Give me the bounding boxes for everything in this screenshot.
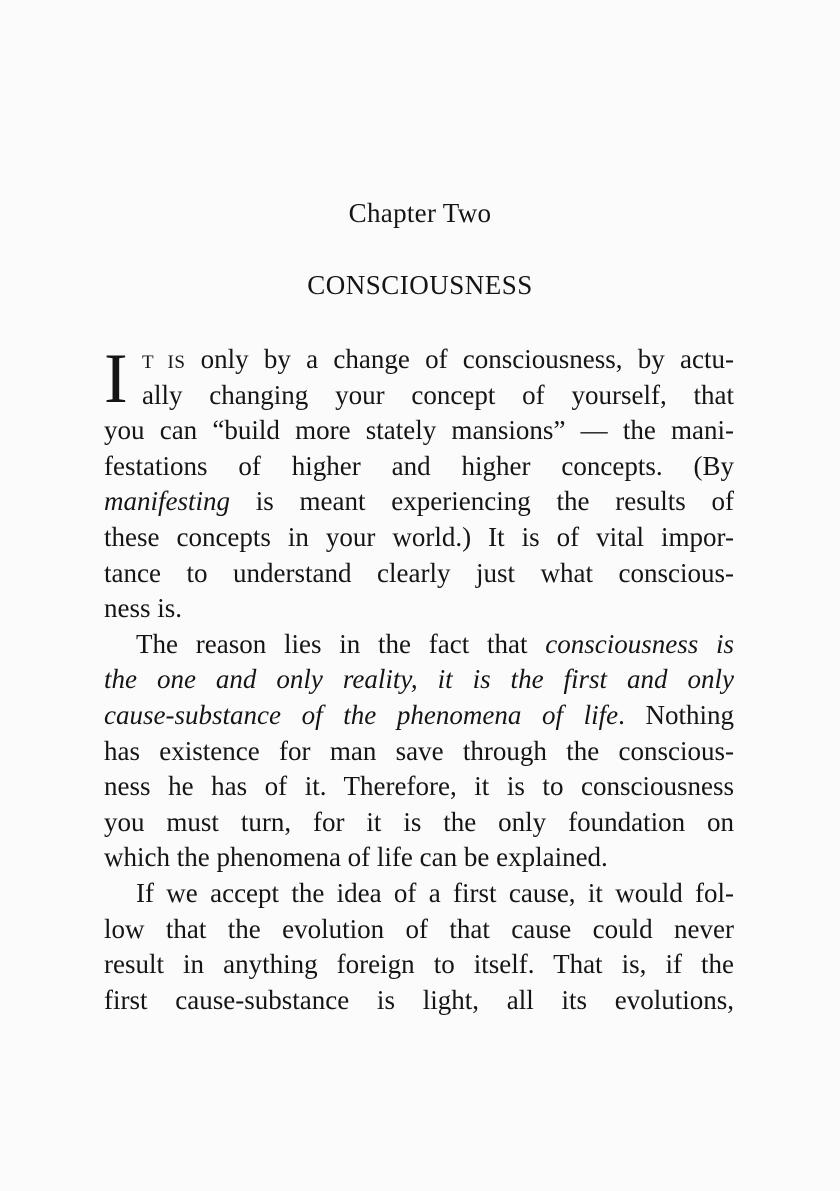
text-line xyxy=(104,627,734,663)
paragraph-1 xyxy=(104,342,734,627)
paragraph-3 xyxy=(104,876,734,1018)
text-line xyxy=(104,484,734,520)
text-line: first cause-substance is light, all its evolutions, xyxy=(104,984,734,1015)
text-line: festations of higher and higher concepts. (By xyxy=(104,450,734,481)
italic-span: the one and only reality, it is the first and only xyxy=(104,664,734,695)
chapter-number: Chapter Two xyxy=(348,198,492,228)
text-span: only by a change of consciousness, by actu- xyxy=(185,344,734,374)
text-line: you must turn, for it is the only foundation on xyxy=(104,806,734,837)
chapter-title: CONSCIOUSNESS xyxy=(307,270,533,300)
italic-term: manifesting xyxy=(104,486,230,517)
text-line: these concepts in your world.) It is of vital impor- xyxy=(104,521,734,552)
paragraph-2 xyxy=(104,627,734,876)
text-line: result in anything foreign to itself. That is, if the xyxy=(104,949,734,980)
text-line: you can “build more stately mansions” — the mani- xyxy=(104,415,734,446)
text-span: . Nothing xyxy=(618,699,734,730)
text-line: If we accept the idea of a first cause, it would fol- xyxy=(136,877,734,908)
text-line: has existence for man save through the conscious- xyxy=(104,735,734,766)
text-span: is meant experiencing the results of xyxy=(230,486,734,517)
text-span: The reason lies in the fact that xyxy=(136,628,546,659)
text-line xyxy=(104,662,734,698)
text-line xyxy=(104,698,734,734)
text-line: ness is. xyxy=(104,593,183,624)
italic-span: cause-substance of the phenomena of life xyxy=(104,699,619,730)
small-caps-opening: T IS xyxy=(142,352,186,373)
drop-cap: I xyxy=(104,340,128,418)
body-text xyxy=(104,342,734,1018)
text-line: ness he has of it. Therefore, it is to consciousness xyxy=(104,771,734,802)
text-line: tance to understand clearly just what conscious- xyxy=(104,557,734,588)
text-line: which the phenomena of life can be explained. xyxy=(104,842,608,873)
text-line: low that the evolution of that cause could never xyxy=(104,913,734,944)
italic-span: consciousness is xyxy=(545,628,734,659)
text-line xyxy=(104,342,734,378)
text-line: ally changing your concept of yourself, that xyxy=(142,379,734,410)
